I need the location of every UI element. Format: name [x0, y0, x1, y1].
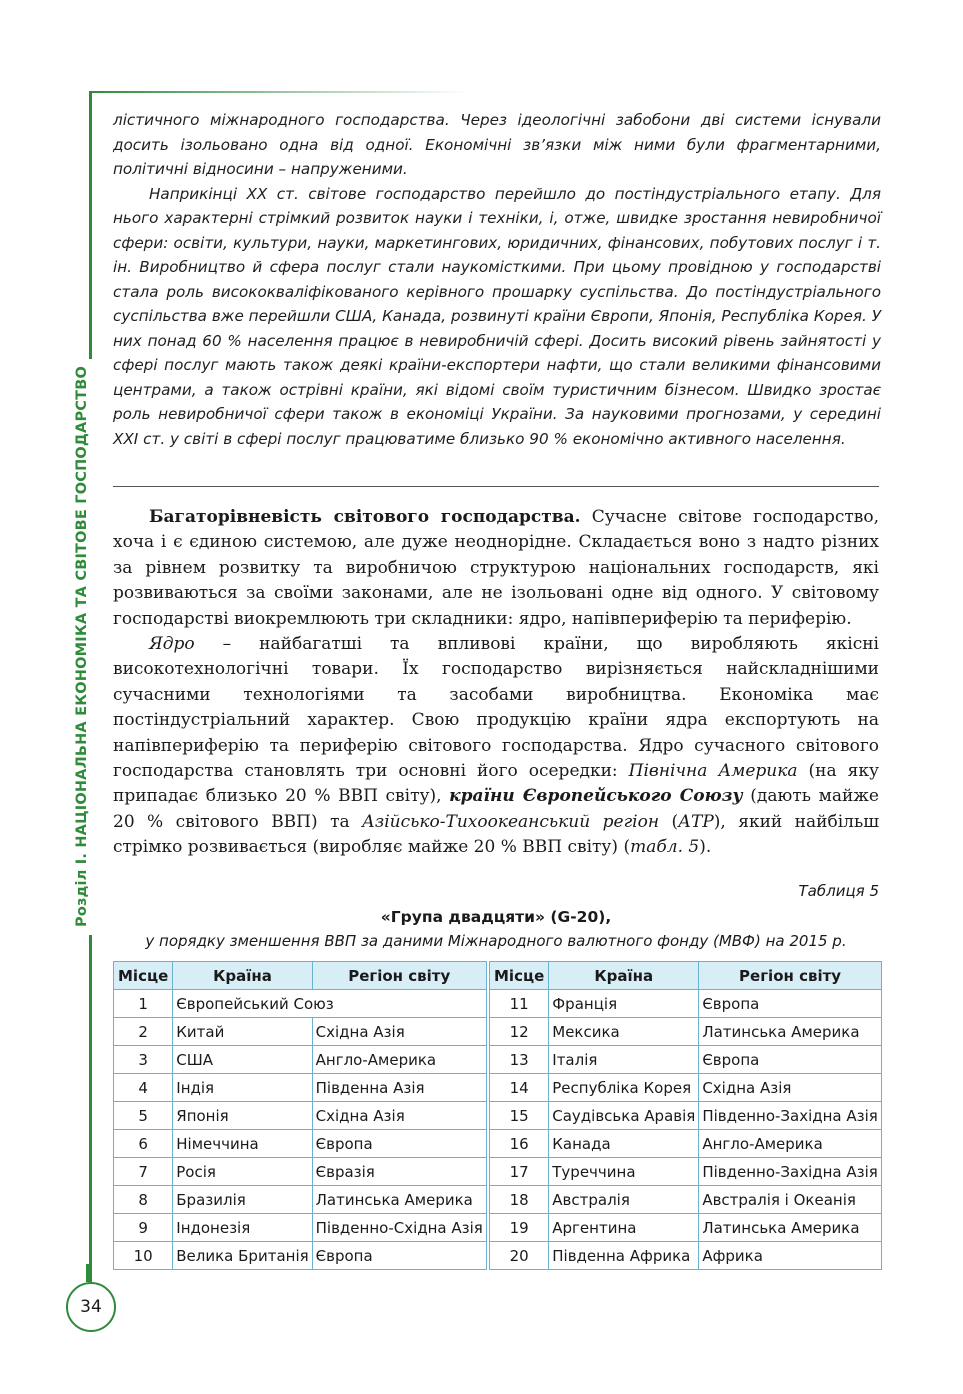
table-header-row	[490, 962, 882, 990]
term-apr: Азійсько-Тихоокеанський регіон	[362, 811, 660, 832]
text-run: ), який найбільш стрімко розвивається (виробляє майже 20 % ВВП світу) (	[113, 811, 879, 858]
page-number-tick	[86, 1264, 89, 1282]
cell-place: 2	[114, 1018, 173, 1046]
text-run: (дають майже 20 % світового ВВП) та	[113, 786, 879, 832]
cell-region: Африка	[699, 1242, 882, 1270]
cell-place: 18	[490, 1186, 549, 1214]
table-row	[114, 1046, 487, 1074]
cell-country: Європейський Союз	[173, 990, 487, 1018]
cell-place: 7	[114, 1158, 173, 1186]
table-row	[490, 1158, 882, 1186]
cell-place: 3	[114, 1046, 173, 1074]
table-row	[490, 1046, 882, 1074]
cell-place: 17	[490, 1158, 549, 1186]
cell-country: Аргентина	[549, 1214, 699, 1242]
cell-place: 13	[490, 1046, 549, 1074]
header-place: Місце	[490, 962, 549, 990]
cell-region: Європа	[699, 990, 882, 1018]
cell-country: Мексика	[549, 1018, 699, 1046]
cell-region: Австралія і Океанія	[699, 1186, 882, 1214]
header-region: Регіон світу	[312, 962, 486, 990]
cell-place: 1	[114, 990, 173, 1018]
cell-region: Латинська Америка	[699, 1214, 882, 1242]
table-row	[114, 1130, 487, 1158]
cell-place: 4	[114, 1074, 173, 1102]
cell-region: Південна Азія	[312, 1074, 486, 1102]
page-number: 34	[66, 1282, 116, 1332]
cell-region: Європа	[312, 1130, 486, 1158]
main-paragraph-1-text: Сучасне світове господарство, хоча і є єдиною системою, але дуже неоднорідне. Складається воно з надто різних за рівнем розвитку та виробничою структурою національних господарств, які розвиваються за своїми законами, але не ізольовані одне від одного. У світовому господарстві виокремлюють три складники: ядро, напівпериферію та периферію.	[113, 507, 880, 629]
cell-country: Японія	[173, 1102, 312, 1130]
cell-region: Східна Азія	[312, 1018, 486, 1046]
table-row	[490, 1018, 882, 1046]
section-label: Розділ І. НАЦІОНАЛЬНА ЕКОНОМІКА ТА СВІТОВЕ ГОСПОДАРСТВО	[74, 359, 100, 935]
cell-place: 19	[490, 1214, 549, 1242]
cell-place: 16	[490, 1130, 549, 1158]
cell-place: 20	[490, 1242, 549, 1270]
cell-place: 9	[114, 1214, 173, 1242]
main-paragraph-1	[113, 505, 879, 632]
header-country: Країна	[549, 962, 699, 990]
table-row	[114, 1018, 487, 1046]
cell-country: Саудівська Аравія	[549, 1102, 699, 1130]
header-country: Країна	[173, 962, 312, 990]
info-box-paragraph-1: лістичного міжнародного господарства. Через ідеологічні забобони дві системи існували досить ізольовано одна від одної. Економічні зв’язки між ними були фрагментарними, політичні відносини – напруженими.	[113, 111, 881, 178]
header-region: Регіон світу	[699, 962, 882, 990]
section-heading: Багаторівневість світового господарства.	[149, 507, 581, 527]
table-row	[114, 1242, 487, 1270]
g20-table-right	[489, 961, 882, 1270]
main-text	[113, 505, 879, 861]
cell-place: 6	[114, 1130, 173, 1158]
cell-region: Англо-Америка	[699, 1130, 882, 1158]
term-core: Ядро	[149, 634, 195, 655]
table-row	[114, 1158, 487, 1186]
cell-country: Німеччина	[173, 1130, 312, 1158]
cell-place: 15	[490, 1102, 549, 1130]
term-eu: країни Європейського Союзу	[449, 786, 743, 807]
cell-country: США	[173, 1046, 312, 1074]
cell-region: Східна Азія	[699, 1074, 882, 1102]
cell-country: Франція	[549, 990, 699, 1018]
table-title: «Група двадцяти» (G-20),	[380, 908, 612, 926]
cell-place: 11	[490, 990, 549, 1018]
header-place: Місце	[114, 962, 173, 990]
table-row	[114, 1102, 487, 1130]
table-row	[114, 1186, 487, 1214]
cell-region: Південно-Східна Азія	[312, 1214, 486, 1242]
text-run: (на яку припадає близько 20 % ВВП світу),	[113, 761, 879, 807]
table-row	[114, 1074, 487, 1102]
table-row	[490, 1102, 882, 1130]
cell-country: Туреччина	[549, 1158, 699, 1186]
text-run: (	[659, 811, 679, 832]
table-row	[490, 1242, 882, 1270]
cell-place: 14	[490, 1074, 549, 1102]
cell-country: Росія	[173, 1158, 312, 1186]
cell-region: Латинська Америка	[312, 1186, 486, 1214]
table-reference: табл. 5	[630, 837, 700, 858]
cell-region: Євразія	[312, 1158, 486, 1186]
table-header-row	[114, 962, 487, 990]
info-box-divider	[113, 486, 879, 487]
cell-country: Італія	[549, 1046, 699, 1074]
cell-country: Канада	[549, 1130, 699, 1158]
cell-country: Велика Британія	[173, 1242, 312, 1270]
g20-table-left	[113, 961, 487, 1270]
cell-country: Австралія	[549, 1186, 699, 1214]
cell-country: Південна Африка	[549, 1242, 699, 1270]
cell-region: Східна Азія	[312, 1102, 486, 1130]
cell-region: Англо-Америка	[312, 1046, 486, 1074]
top-accent-line	[89, 91, 469, 93]
cell-region: Європа	[699, 1046, 882, 1074]
cell-place: 8	[114, 1186, 173, 1214]
text-run: ).	[699, 837, 712, 858]
text-run: – найбагатші та впливові країни, що виробляють якісні високотехнологічні товари. Їх господарство вирізняється найскладнішими сучасними технологіями та засобами виробництва. Економіка має постіндустріальний характер. Свою продукцію країни ядра експортують на напівпериферію та периферію світового господарства. Ядро сучасного світового господарства становлять три основні його осередки:	[113, 634, 879, 782]
cell-country: Китай	[173, 1018, 312, 1046]
table-row	[490, 1074, 882, 1102]
info-box	[113, 108, 881, 451]
term-atr: АТР	[678, 811, 714, 832]
cell-region: Латинська Америка	[699, 1018, 882, 1046]
table-row	[490, 1186, 882, 1214]
cell-region: Південно-Західна Азія	[699, 1102, 882, 1130]
table-subtitle: у порядку зменшення ВВП за даними Міжнародного валютного фонду (МВФ) на 2015 р.	[145, 932, 847, 950]
table-row	[114, 990, 487, 1018]
table-number: Таблиця 5	[798, 882, 879, 900]
table-row	[490, 1214, 882, 1242]
cell-region: Південно-Західна Азія	[699, 1158, 882, 1186]
info-box-paragraph-2: Наприкінці XX ст. світове господарство перейшло до постіндустріального етапу. Для нього характерні стрімкий розвиток науки і техніки, і, отже, швидке зростання невиробничої сфери: освіти, культури, науки, маркетингових, юридичних, фінансових, побутових послуг і т. ін. Виробництво й сфера послуг стали наукомісткими. При цьому провідною у господарстві стала роль висококваліфікованого керівного прошарку суспільства. До постіндустріального суспільства вже перейшли США, Канада, розвинуті країни Європи, Японія, Республіка Корея. У них понад 60 % населення працює в невиробничій сфері. Досить високий рівень зайнятості у сфері послуг мають також деякі країни-експортери нафти, що стали великими фінансовими центрами, а також острівні країни, які відомі своїм туристичним бізнесом. Швидко зростає роль невиробничої сфери також в економіці України. За науковими прогнозами, у середині XXI ст. у світі в сфері послуг працюватиме близько 90 % економічно активного населення.	[113, 184, 881, 448]
cell-place: 5	[114, 1102, 173, 1130]
cell-country: Бразилія	[173, 1186, 312, 1214]
cell-place: 12	[490, 1018, 549, 1046]
cell-place: 10	[114, 1242, 173, 1270]
cell-country: Індонезія	[173, 1214, 312, 1242]
main-paragraph-2	[113, 632, 879, 861]
cell-region: Європа	[312, 1242, 486, 1270]
table-row	[490, 1130, 882, 1158]
cell-country: Республіка Корея	[549, 1074, 699, 1102]
table-row	[490, 990, 882, 1018]
cell-country: Індія	[173, 1074, 312, 1102]
term-north-america: Північна Америка	[628, 761, 798, 782]
table-row	[114, 1214, 487, 1242]
